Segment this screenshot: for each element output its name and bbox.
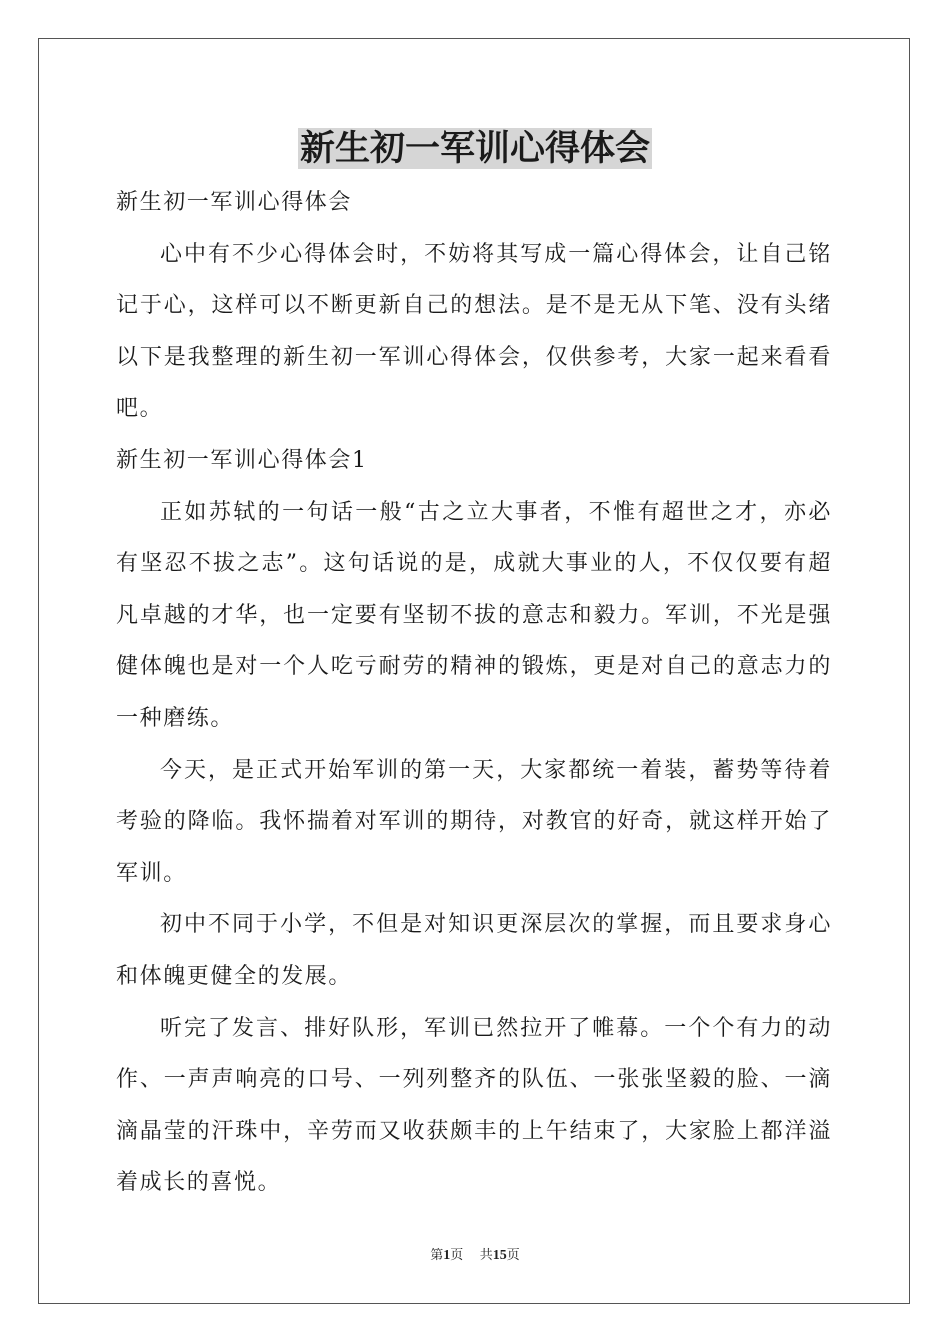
document-subtitle: 新生初一军训心得体会 (116, 190, 353, 215)
page-number: 1 (443, 1248, 451, 1263)
body-paragraph: 正如苏轼的一句话一般“古之立大事者，不惟有超世之才，亦必有坚忍不拔之志”。这句话说的是，成就大事业的人，不仅仅要有超凡卓越的才华，也一定要有坚韧不拔的意志和毅力。军训，不光是强健体魄也是对一个人吃亏耐劳的精神的锻炼，更是对自己的意志力的一种磨练。 (116, 499, 832, 731)
section-heading: 新生初一军训心得体会1 (116, 447, 368, 473)
document-title (0, 124, 950, 174)
page-footer (0, 1246, 950, 1266)
total-pages: 15 (492, 1248, 507, 1263)
total-suffix: 页 (506, 1248, 520, 1263)
intro-paragraph: 心中有不少心得体会时，不妨将其写成一篇心得体会，让自己铭记于心，这样可以不断更新自己的想法。是不是无从下笔、没有头绪以下是我整理的新生初一军训心得体会，仅供参考，大家一起来看看吧。 (116, 241, 832, 422)
page-prefix: 第 (430, 1248, 444, 1263)
page-suffix: 页 (450, 1248, 464, 1263)
body-paragraph: 初中不同于小学，不但是对知识更深层次的掌握，而且要求身心和体魄更健全的发展。 (116, 912, 832, 989)
document-title-text: 新生初一军训心得体会 (299, 128, 650, 169)
body-paragraph: 听完了发言、排好队形，军训已然拉开了帷幕。一个个有力的动作、一声声响亮的口号、一列列整齐的队伍、一张张坚毅的脸、一滴滴晶莹的汗珠中，辛劳而又收获颇丰的上午结束了，大家脸上都洋溢着成长的喜悦。 (116, 1015, 832, 1196)
document-body (116, 177, 832, 1209)
body-paragraph: 今天，是正式开始军训的第一天，大家都统一着装，蓄势等待着考验的降临。我怀揣着对军训的期待，对教官的好奇，就这样开始了军训。 (116, 757, 832, 886)
total-prefix: 共 (479, 1248, 493, 1263)
